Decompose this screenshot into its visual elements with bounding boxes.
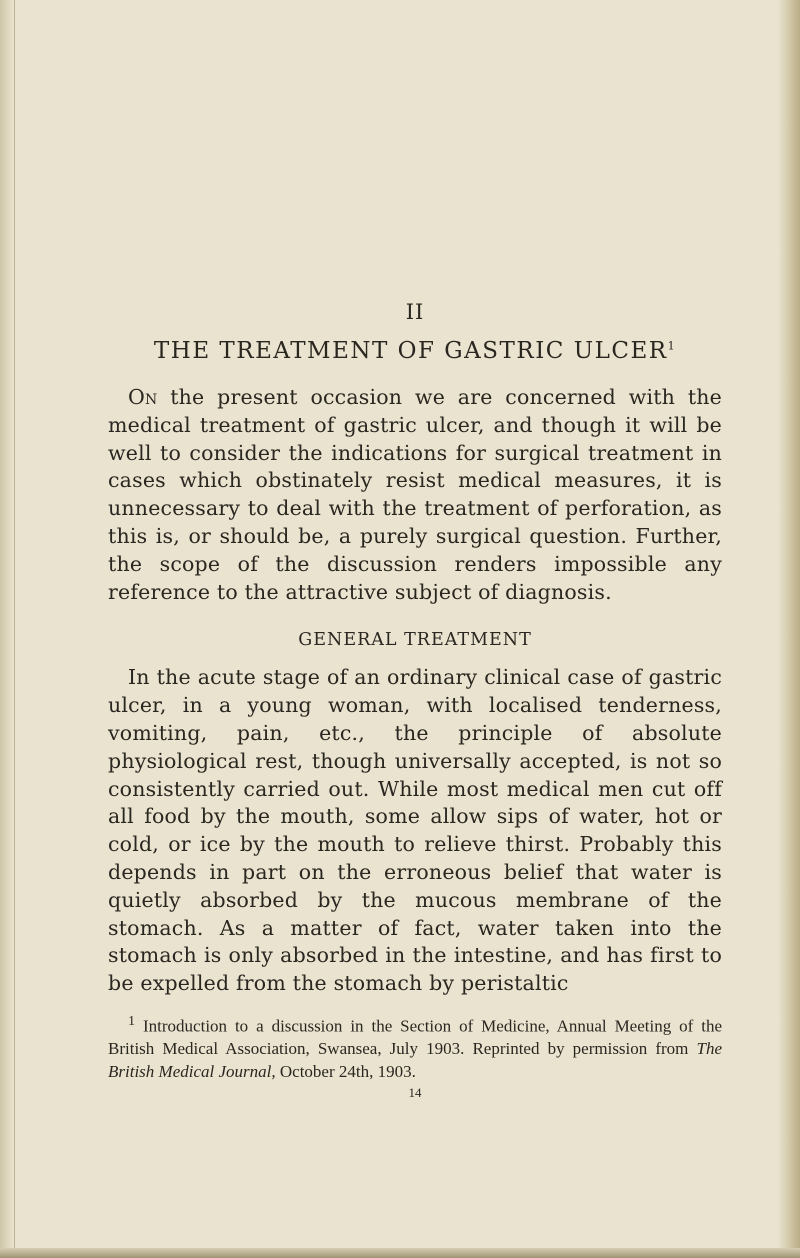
intro-paragraph: [108, 384, 722, 606]
page-bottom-edge: [0, 1248, 800, 1258]
page-left-edge: [0, 0, 15, 1258]
intro-paragraph-text: the present occasion we are concerned with the medical treatment of gastric ulcer, and though it will be well to consider the indications for surgical treatment in cases which obstinately resist medical measures, it is unnecessary to deal with the treatment of perforation, as this is, or should be, a purely surgical question. Further, the scope of the discussion renders impossible any reference to the attractive subject of diagnosis.: [108, 385, 722, 604]
chapter-title: [108, 338, 722, 364]
title-footnote-marker: 1: [667, 339, 677, 353]
footnote-marker: 1: [128, 1012, 136, 1029]
footnote: [108, 1010, 722, 1083]
footnote-text: Introduction to a discussion in the Section of Medicine, Annual Meeting of the British Medical Association, Swansea, July 1903. Reprinted by permission from: [108, 1016, 722, 1059]
page-number: 14: [408, 1085, 422, 1101]
page-content: [108, 300, 722, 1101]
footnote-journal: The British Medical Journal,: [108, 1039, 722, 1081]
page-right-edge: [778, 0, 800, 1258]
chapter-title-text: THE TREATMENT OF GASTRIC ULCER: [153, 338, 668, 364]
footnote-text-end: October 24th, 1903.: [275, 1061, 416, 1081]
section-paragraph: In the acute stage of an ordinary clinical case of gastric ulcer, in a young woman, with localised tenderness, vomiting, pain, etc., the principle of absolute physiological rest, though universally accepted, is not so consistently carried out. While most medical men cut off all food by the mouth, some allow sips of water, hot or cold, or ice by the mouth to relieve thirst. Probably this depends in part on the erroneous belief that water is quietly absorbed by the mucous membrane of the stomach. As a matter of fact, water taken into the stomach is only absorbed in the intestine, and has first to be expelled from the stomach by peristaltic: [108, 665, 722, 996]
chapter-number: II: [405, 300, 425, 324]
section-heading: GENERAL TREATMENT: [298, 630, 532, 651]
intro-first-word: On: [128, 385, 158, 409]
